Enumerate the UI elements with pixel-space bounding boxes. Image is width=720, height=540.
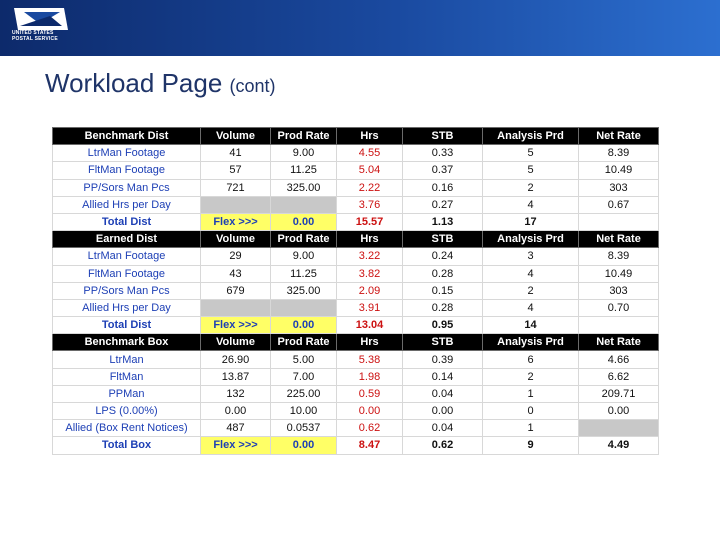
table-row xyxy=(53,265,659,282)
table-cell: 0.04 xyxy=(403,385,483,402)
table-row xyxy=(53,351,659,368)
table-cell: 721 xyxy=(201,179,271,196)
header-bar xyxy=(0,0,720,56)
table-cell: 225.00 xyxy=(271,385,337,402)
table-cell: 0.0537 xyxy=(271,420,337,437)
table-row xyxy=(53,385,659,402)
total-cell: 1.13 xyxy=(403,213,483,230)
column-header: Net Rate xyxy=(579,231,659,248)
hrs-cell: 2.22 xyxy=(337,179,403,196)
table-cell: 4 xyxy=(483,265,579,282)
row-label: FltMan xyxy=(53,368,201,385)
column-header: Volume xyxy=(201,128,271,145)
table-cell: 7.00 xyxy=(271,368,337,385)
table-cell: 9.00 xyxy=(271,248,337,265)
table-cell: 0.00 xyxy=(201,403,271,420)
table-cell: 2 xyxy=(483,282,579,299)
total-cell: 0.62 xyxy=(403,437,483,454)
column-header: Net Rate xyxy=(579,334,659,351)
column-header: Volume xyxy=(201,334,271,351)
total-cell: 17 xyxy=(483,213,579,230)
column-header: Prod Rate xyxy=(271,334,337,351)
table-cell: 487 xyxy=(201,420,271,437)
table-row xyxy=(53,403,659,420)
column-header: Hrs xyxy=(337,128,403,145)
hrs-cell: 2.09 xyxy=(337,282,403,299)
hrs-cell: 3.22 xyxy=(337,248,403,265)
table-cell: 6 xyxy=(483,351,579,368)
row-label: LtrMan Footage xyxy=(53,248,201,265)
logo-text xyxy=(12,30,68,42)
usps-eagle-logo-icon xyxy=(10,4,70,52)
row-label: PP/Sors Man Pcs xyxy=(53,282,201,299)
table-cell: 0.33 xyxy=(403,145,483,162)
table-cell: 209.71 xyxy=(579,385,659,402)
table-cell xyxy=(579,420,659,437)
table-cell: 43 xyxy=(201,265,271,282)
table-cell: 0.67 xyxy=(579,196,659,213)
column-header: Hrs xyxy=(337,231,403,248)
table-cell xyxy=(201,196,271,213)
section-header-row xyxy=(53,128,659,145)
workload-table-body xyxy=(53,128,659,455)
table-cell: 8.39 xyxy=(579,145,659,162)
table-cell: 0.27 xyxy=(403,196,483,213)
column-header: Analysis Prd xyxy=(483,231,579,248)
total-hrs: 15.57 xyxy=(337,213,403,230)
column-header: Prod Rate xyxy=(271,128,337,145)
table-cell: 1 xyxy=(483,385,579,402)
table-cell: 11.25 xyxy=(271,162,337,179)
table-cell: 13.87 xyxy=(201,368,271,385)
total-label: Total Box xyxy=(53,437,201,454)
page-title-main: Workload Page xyxy=(45,68,223,98)
row-label: LtrMan Footage xyxy=(53,145,201,162)
column-header: Volume xyxy=(201,231,271,248)
flex-value: 0.00 xyxy=(271,437,337,454)
table-cell: 0 xyxy=(483,403,579,420)
page-title xyxy=(45,68,276,99)
table-cell: 5 xyxy=(483,162,579,179)
row-label: Allied (Box Rent Notices) xyxy=(53,420,201,437)
table-cell: 29 xyxy=(201,248,271,265)
total-label: Total Dist xyxy=(53,317,201,334)
row-label: Allied Hrs per Day xyxy=(53,299,201,316)
table-cell: 0.00 xyxy=(579,403,659,420)
table-cell: 5.00 xyxy=(271,351,337,368)
column-header: Analysis Prd xyxy=(483,334,579,351)
workload-table xyxy=(52,127,659,455)
column-header: STB xyxy=(403,231,483,248)
table-cell: 8.39 xyxy=(579,248,659,265)
hrs-cell: 3.76 xyxy=(337,196,403,213)
table-cell: 0.24 xyxy=(403,248,483,265)
row-label: LPS (0.00%) xyxy=(53,403,201,420)
table-row xyxy=(53,196,659,213)
table-cell: 325.00 xyxy=(271,282,337,299)
hrs-cell: 1.98 xyxy=(337,368,403,385)
hrs-cell: 3.91 xyxy=(337,299,403,316)
table-cell: 10.49 xyxy=(579,265,659,282)
column-header: Benchmark Dist xyxy=(53,128,201,145)
table-cell xyxy=(271,196,337,213)
page-title-sub: (cont) xyxy=(229,76,276,96)
section-header-row xyxy=(53,334,659,351)
section-header-row xyxy=(53,231,659,248)
hrs-cell: 0.62 xyxy=(337,420,403,437)
hrs-cell: 4.55 xyxy=(337,145,403,162)
row-label: FltMan Footage xyxy=(53,265,201,282)
table-cell: 0.39 xyxy=(403,351,483,368)
table-cell: 132 xyxy=(201,385,271,402)
logo-text-line2: POSTAL SERVICE xyxy=(12,36,58,42)
table-cell: 41 xyxy=(201,145,271,162)
hrs-cell: 0.00 xyxy=(337,403,403,420)
table-cell: 3 xyxy=(483,248,579,265)
table-cell: 0.14 xyxy=(403,368,483,385)
table-cell: 0.37 xyxy=(403,162,483,179)
table-cell: 0.28 xyxy=(403,265,483,282)
table-cell: 679 xyxy=(201,282,271,299)
hrs-cell: 3.82 xyxy=(337,265,403,282)
table-row xyxy=(53,282,659,299)
flex-value: 0.00 xyxy=(271,317,337,334)
table-cell: 10.49 xyxy=(579,162,659,179)
hrs-cell: 5.04 xyxy=(337,162,403,179)
row-label: FltMan Footage xyxy=(53,162,201,179)
total-row xyxy=(53,213,659,230)
column-header: Hrs xyxy=(337,334,403,351)
table-cell xyxy=(201,299,271,316)
column-header: Analysis Prd xyxy=(483,128,579,145)
flex-label: Flex >>> xyxy=(201,437,271,454)
table-cell: 303 xyxy=(579,282,659,299)
hrs-cell: 0.59 xyxy=(337,385,403,402)
table-cell: 0.28 xyxy=(403,299,483,316)
column-header: Earned Dist xyxy=(53,231,201,248)
table-cell: 1 xyxy=(483,420,579,437)
table-row xyxy=(53,368,659,385)
table-cell: 57 xyxy=(201,162,271,179)
table-cell: 325.00 xyxy=(271,179,337,196)
table-cell: 0.00 xyxy=(403,403,483,420)
total-cell: 9 xyxy=(483,437,579,454)
table-cell: 0.16 xyxy=(403,179,483,196)
table-cell: 0.04 xyxy=(403,420,483,437)
column-header: STB xyxy=(403,334,483,351)
table-cell: 4 xyxy=(483,196,579,213)
column-header: STB xyxy=(403,128,483,145)
row-label: PPMan xyxy=(53,385,201,402)
flex-label: Flex >>> xyxy=(201,317,271,334)
flex-label: Flex >>> xyxy=(201,213,271,230)
total-label: Total Dist xyxy=(53,213,201,230)
row-label: PP/Sors Man Pcs xyxy=(53,179,201,196)
total-cell: 14 xyxy=(483,317,579,334)
total-row xyxy=(53,317,659,334)
hrs-cell: 5.38 xyxy=(337,351,403,368)
table-cell: 0.15 xyxy=(403,282,483,299)
total-hrs: 8.47 xyxy=(337,437,403,454)
total-hrs: 13.04 xyxy=(337,317,403,334)
table-cell: 10.00 xyxy=(271,403,337,420)
table-cell: 2 xyxy=(483,179,579,196)
column-header: Net Rate xyxy=(579,128,659,145)
table-cell: 0.70 xyxy=(579,299,659,316)
flex-value: 0.00 xyxy=(271,213,337,230)
table-row xyxy=(53,162,659,179)
row-label: Allied Hrs per Day xyxy=(53,196,201,213)
table-row xyxy=(53,420,659,437)
table-row xyxy=(53,248,659,265)
table-cell: 4.66 xyxy=(579,351,659,368)
table-cell: 26.90 xyxy=(201,351,271,368)
total-cell: 4.49 xyxy=(579,437,659,454)
table-row xyxy=(53,299,659,316)
table-cell: 11.25 xyxy=(271,265,337,282)
table-cell xyxy=(271,299,337,316)
table-row xyxy=(53,145,659,162)
table-cell: 4 xyxy=(483,299,579,316)
table-cell: 2 xyxy=(483,368,579,385)
table-cell: 9.00 xyxy=(271,145,337,162)
logo-text-line1: UNITED STATES xyxy=(12,30,54,36)
total-cell xyxy=(579,317,659,334)
table-cell: 303 xyxy=(579,179,659,196)
table-cell: 5 xyxy=(483,145,579,162)
column-header: Benchmark Box xyxy=(53,334,201,351)
total-row xyxy=(53,437,659,454)
column-header: Prod Rate xyxy=(271,231,337,248)
table-cell: 6.62 xyxy=(579,368,659,385)
row-label: LtrMan xyxy=(53,351,201,368)
total-cell xyxy=(579,213,659,230)
table-row xyxy=(53,179,659,196)
total-cell: 0.95 xyxy=(403,317,483,334)
